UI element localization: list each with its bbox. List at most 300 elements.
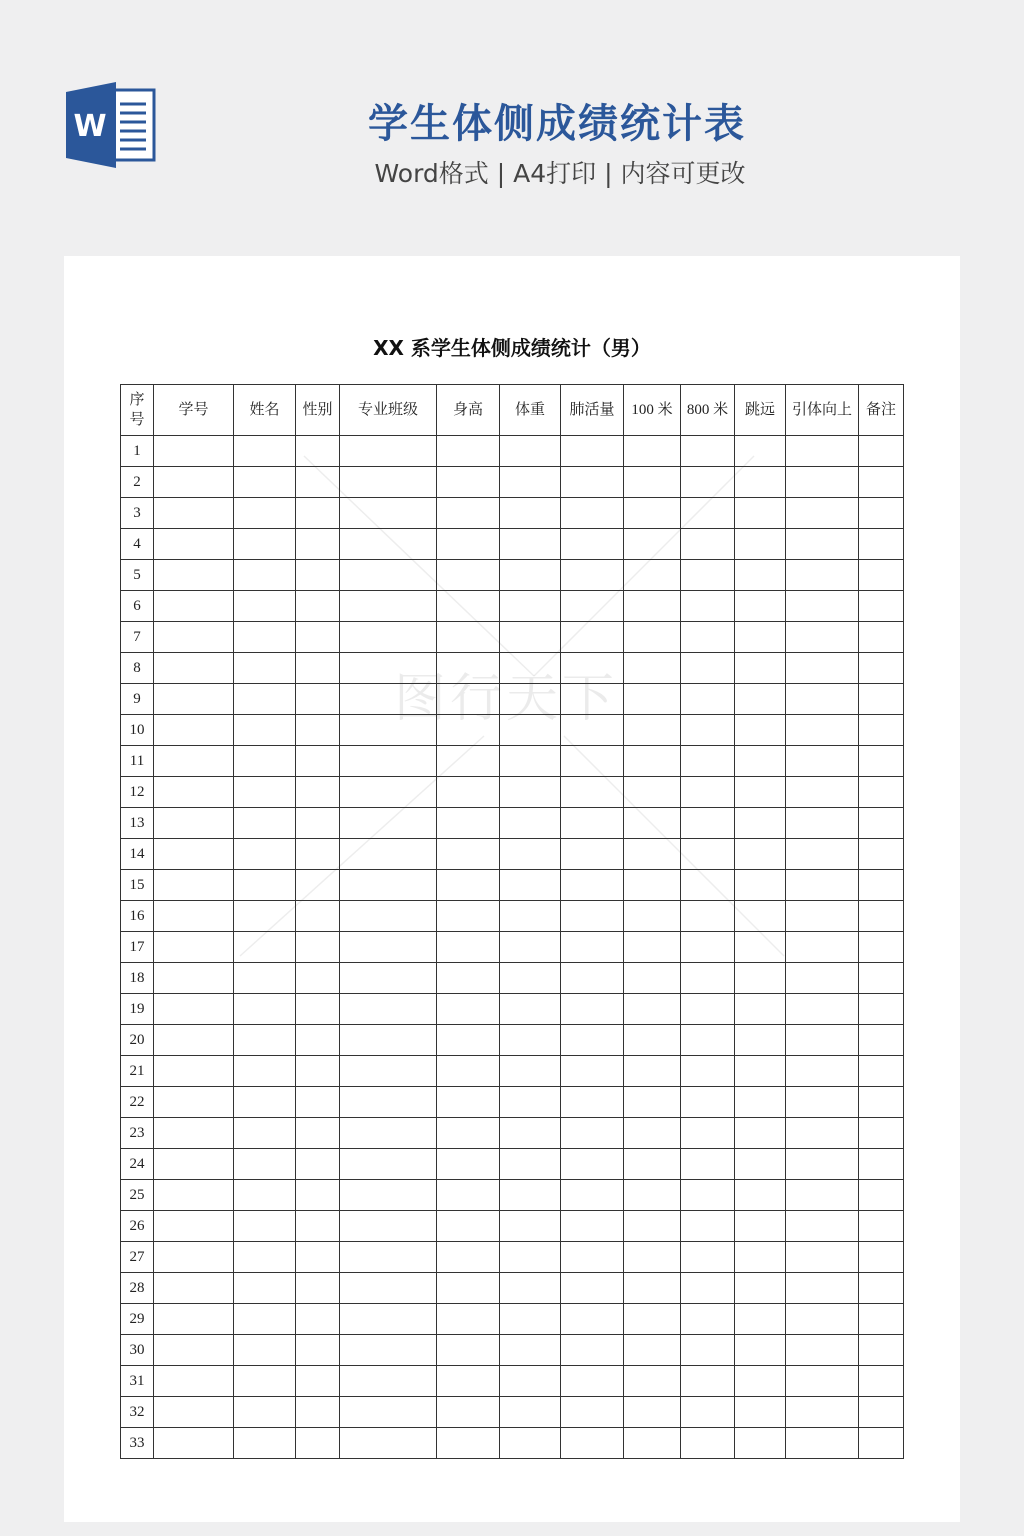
table-cell [296,1242,340,1273]
table-cell [624,467,681,498]
table-cell [500,529,561,560]
table-cell [234,1211,296,1242]
table-cell [786,1335,859,1366]
table-cell [624,932,681,963]
table-row [121,963,904,994]
table-cell [561,963,624,994]
column-header: 专业班级 [340,385,437,436]
table-cell [561,808,624,839]
table-cell [859,529,904,560]
table-cell [154,1087,234,1118]
table-cell [735,963,786,994]
table-cell [234,653,296,684]
table-cell [561,591,624,622]
table-row [121,777,904,808]
row-number-cell: 27 [121,1242,154,1273]
table-cell [500,1273,561,1304]
table-cell [561,1056,624,1087]
table-cell [437,1087,500,1118]
table-cell [624,1397,681,1428]
table-cell [437,467,500,498]
table-cell [296,746,340,777]
table-cell [624,591,681,622]
table-cell [735,994,786,1025]
table-cell [561,746,624,777]
table-cell [340,808,437,839]
table-cell [500,467,561,498]
table-cell [340,436,437,467]
table-cell [437,994,500,1025]
table-cell [437,498,500,529]
table-cell [681,498,735,529]
table-cell [296,1273,340,1304]
table-cell [859,1335,904,1366]
document-title: XX 系学生体侧成绩统计（男） [373,336,651,360]
row-number-cell: 17 [121,932,154,963]
row-number-cell: 33 [121,1428,154,1459]
table-cell [154,591,234,622]
table-cell [154,1366,234,1397]
table-cell [681,1211,735,1242]
table-cell [735,1366,786,1397]
table-cell [624,746,681,777]
table-cell [561,436,624,467]
table-cell [500,715,561,746]
table-cell [786,529,859,560]
table-cell [735,1335,786,1366]
table-cell [624,1304,681,1335]
table-cell [624,1056,681,1087]
table-cell [735,746,786,777]
table-cell [234,591,296,622]
table-cell [681,467,735,498]
table-cell [340,467,437,498]
table-cell [234,467,296,498]
table-cell [786,467,859,498]
table-cell [786,839,859,870]
table-cell [234,1366,296,1397]
table-cell [735,1025,786,1056]
table-cell [786,1025,859,1056]
table-cell [437,839,500,870]
table-cell [624,684,681,715]
table-cell [437,932,500,963]
table-cell [561,560,624,591]
table-cell [340,1335,437,1366]
table-cell [859,1366,904,1397]
table-cell [340,498,437,529]
table-row [121,653,904,684]
table-cell [296,1366,340,1397]
table-cell [437,1335,500,1366]
table-cell [234,1149,296,1180]
table-cell [154,1056,234,1087]
table-cell [154,777,234,808]
table-cell [234,715,296,746]
table-cell [154,1149,234,1180]
table-row [121,467,904,498]
table-cell [234,746,296,777]
table-cell [561,498,624,529]
table-cell [500,591,561,622]
table-cell [786,963,859,994]
row-number-cell: 4 [121,529,154,560]
table-cell [624,1366,681,1397]
table-cell [624,436,681,467]
table-cell [154,684,234,715]
table-cell [340,1118,437,1149]
table-cell [296,1025,340,1056]
table-cell [340,622,437,653]
table-cell [681,1366,735,1397]
table-cell [786,1242,859,1273]
table-cell [500,1149,561,1180]
table-cell [154,715,234,746]
table-cell [154,1025,234,1056]
row-number-cell: 16 [121,901,154,932]
table-cell [234,963,296,994]
table-cell [296,467,340,498]
table-cell [561,622,624,653]
table-cell [296,1428,340,1459]
column-header: 身高 [437,385,500,436]
table-cell [437,870,500,901]
table-cell [154,1273,234,1304]
table-cell [624,1118,681,1149]
table-cell [154,467,234,498]
row-number-cell: 8 [121,653,154,684]
table-row [121,1025,904,1056]
table-cell [786,436,859,467]
table-row [121,839,904,870]
table-cell [234,498,296,529]
table-cell [859,1304,904,1335]
table-cell [437,901,500,932]
table-cell [735,1242,786,1273]
table-cell [561,901,624,932]
table-cell [500,808,561,839]
table-cell [234,1397,296,1428]
table-cell [561,870,624,901]
table-cell [154,870,234,901]
table-cell [786,1397,859,1428]
table-cell [296,1397,340,1428]
table-cell [735,1180,786,1211]
table-cell [234,777,296,808]
row-number-cell: 7 [121,622,154,653]
table-cell [154,932,234,963]
table-cell [437,1211,500,1242]
table-cell [624,963,681,994]
table-cell [154,1118,234,1149]
row-number-cell: 10 [121,715,154,746]
table-cell [437,436,500,467]
table-cell [681,560,735,591]
table-row [121,1056,904,1087]
row-number-cell: 1 [121,436,154,467]
table-cell [234,1056,296,1087]
table-cell [296,1056,340,1087]
row-number-cell: 30 [121,1335,154,1366]
table-cell [154,746,234,777]
table-cell [786,1056,859,1087]
table-cell [340,1025,437,1056]
table-cell [154,1180,234,1211]
table-cell [681,746,735,777]
row-number-cell: 28 [121,1273,154,1304]
table-cell [786,808,859,839]
table-cell [154,1335,234,1366]
table-row [121,994,904,1025]
table-cell [681,994,735,1025]
table-cell [624,1149,681,1180]
table-cell [561,994,624,1025]
table-cell [234,994,296,1025]
table-cell [340,591,437,622]
table-cell [154,622,234,653]
table-cell [234,1087,296,1118]
table-cell [786,591,859,622]
table-cell [561,839,624,870]
table-cell [735,498,786,529]
table-cell [786,684,859,715]
table-cell [624,1180,681,1211]
table-cell [624,808,681,839]
table-cell [340,994,437,1025]
table-cell [681,932,735,963]
table-cell [340,560,437,591]
table-cell [786,777,859,808]
table-cell [561,529,624,560]
table-cell [624,1428,681,1459]
table-cell [296,963,340,994]
table-cell [296,1180,340,1211]
table-cell [735,777,786,808]
column-header: 性别 [296,385,340,436]
row-number-cell: 15 [121,870,154,901]
table-cell [681,1149,735,1180]
table-row [121,1335,904,1366]
table-cell [786,653,859,684]
table-cell [154,808,234,839]
table-cell [786,746,859,777]
table-cell [859,684,904,715]
row-number-cell: 5 [121,560,154,591]
table-cell [735,839,786,870]
table-cell [624,1273,681,1304]
column-header: 姓名 [234,385,296,436]
table-cell [437,1273,500,1304]
table-row [121,560,904,591]
table-cell [561,467,624,498]
table-cell [234,1273,296,1304]
table-cell [340,1304,437,1335]
column-header: 肺活量 [561,385,624,436]
table-cell [735,436,786,467]
table-cell [561,1273,624,1304]
table-cell [859,1180,904,1211]
table-cell [234,1180,296,1211]
table-cell [561,1149,624,1180]
table-row [121,529,904,560]
table-cell [437,963,500,994]
table-cell [296,436,340,467]
table-cell [561,684,624,715]
table-cell [340,715,437,746]
table-cell [296,529,340,560]
table-row [121,870,904,901]
table-cell [561,1211,624,1242]
table-cell [296,1087,340,1118]
table-cell [859,591,904,622]
table-cell [296,591,340,622]
row-number-cell: 19 [121,994,154,1025]
table-cell [154,498,234,529]
table-cell [154,901,234,932]
table-cell [437,1149,500,1180]
table-cell [624,622,681,653]
table-cell [859,467,904,498]
table-cell [340,684,437,715]
table-cell [234,684,296,715]
row-number-cell: 6 [121,591,154,622]
table-cell [624,1242,681,1273]
table-cell [681,1304,735,1335]
column-header: 体重 [500,385,561,436]
row-number-cell: 24 [121,1149,154,1180]
table-cell [234,560,296,591]
table-cell [786,622,859,653]
table-cell [500,1025,561,1056]
table-cell [624,777,681,808]
table-cell [681,1180,735,1211]
table-cell [437,715,500,746]
table-cell [340,1180,437,1211]
table-cell [340,1366,437,1397]
table-cell [681,653,735,684]
table-cell [624,1335,681,1366]
row-number-cell: 14 [121,839,154,870]
table-cell [500,777,561,808]
table-cell [154,436,234,467]
table-cell [624,498,681,529]
table-cell [561,715,624,746]
table-cell [681,870,735,901]
table-cell [340,746,437,777]
table-row [121,1304,904,1335]
table-cell [859,932,904,963]
table-cell [437,1056,500,1087]
table-cell [340,963,437,994]
table-row [121,1273,904,1304]
row-number-cell: 23 [121,1118,154,1149]
table-cell [296,1335,340,1366]
row-number-cell: 25 [121,1180,154,1211]
table-cell [296,1149,340,1180]
row-number-cell: 3 [121,498,154,529]
table-row [121,1366,904,1397]
table-cell [859,994,904,1025]
table-cell [859,436,904,467]
table-cell [681,684,735,715]
table-cell [786,1428,859,1459]
table-cell [340,1149,437,1180]
table-cell [296,932,340,963]
table-cell [500,1366,561,1397]
table-cell [437,808,500,839]
table-cell [296,684,340,715]
table-cell [859,1211,904,1242]
table-cell [437,1118,500,1149]
row-number-cell: 31 [121,1366,154,1397]
table-cell [859,622,904,653]
table-cell [340,529,437,560]
table-body [121,436,904,1459]
banner-title: 学生体侧成绩统计表 [368,101,746,147]
table-cell [437,1304,500,1335]
table-cell [681,777,735,808]
table-cell [437,746,500,777]
table-cell [859,1149,904,1180]
table-cell [500,932,561,963]
table-cell [735,932,786,963]
table-row [121,1211,904,1242]
table-header-row [121,385,904,436]
table-cell [500,1180,561,1211]
table-cell [786,1180,859,1211]
table-cell [340,1397,437,1428]
table-cell [500,1304,561,1335]
table-cell [859,839,904,870]
table-cell [296,870,340,901]
table-cell [500,839,561,870]
row-number-cell: 22 [121,1087,154,1118]
row-number-cell: 11 [121,746,154,777]
table-cell [296,653,340,684]
table-cell [340,1211,437,1242]
table-cell [154,529,234,560]
table-cell [437,560,500,591]
table-row [121,1087,904,1118]
table-row [121,1242,904,1273]
table-cell [296,901,340,932]
table-cell [786,1118,859,1149]
table-cell [500,994,561,1025]
table-cell [340,777,437,808]
table-cell [786,1366,859,1397]
table-cell [859,870,904,901]
table-row [121,1118,904,1149]
table-cell [624,901,681,932]
table-cell [735,591,786,622]
table-cell [500,1211,561,1242]
table-cell [296,498,340,529]
table-cell [296,777,340,808]
table-cell [340,1087,437,1118]
table-cell [786,994,859,1025]
document-page [64,256,960,1522]
table-cell [437,1397,500,1428]
table-cell [561,1025,624,1056]
table-cell [859,808,904,839]
row-number-cell: 20 [121,1025,154,1056]
table-cell [561,932,624,963]
table-cell [624,1087,681,1118]
table-cell [561,1118,624,1149]
table-cell [296,560,340,591]
table-cell [154,963,234,994]
score-table [120,384,904,1459]
